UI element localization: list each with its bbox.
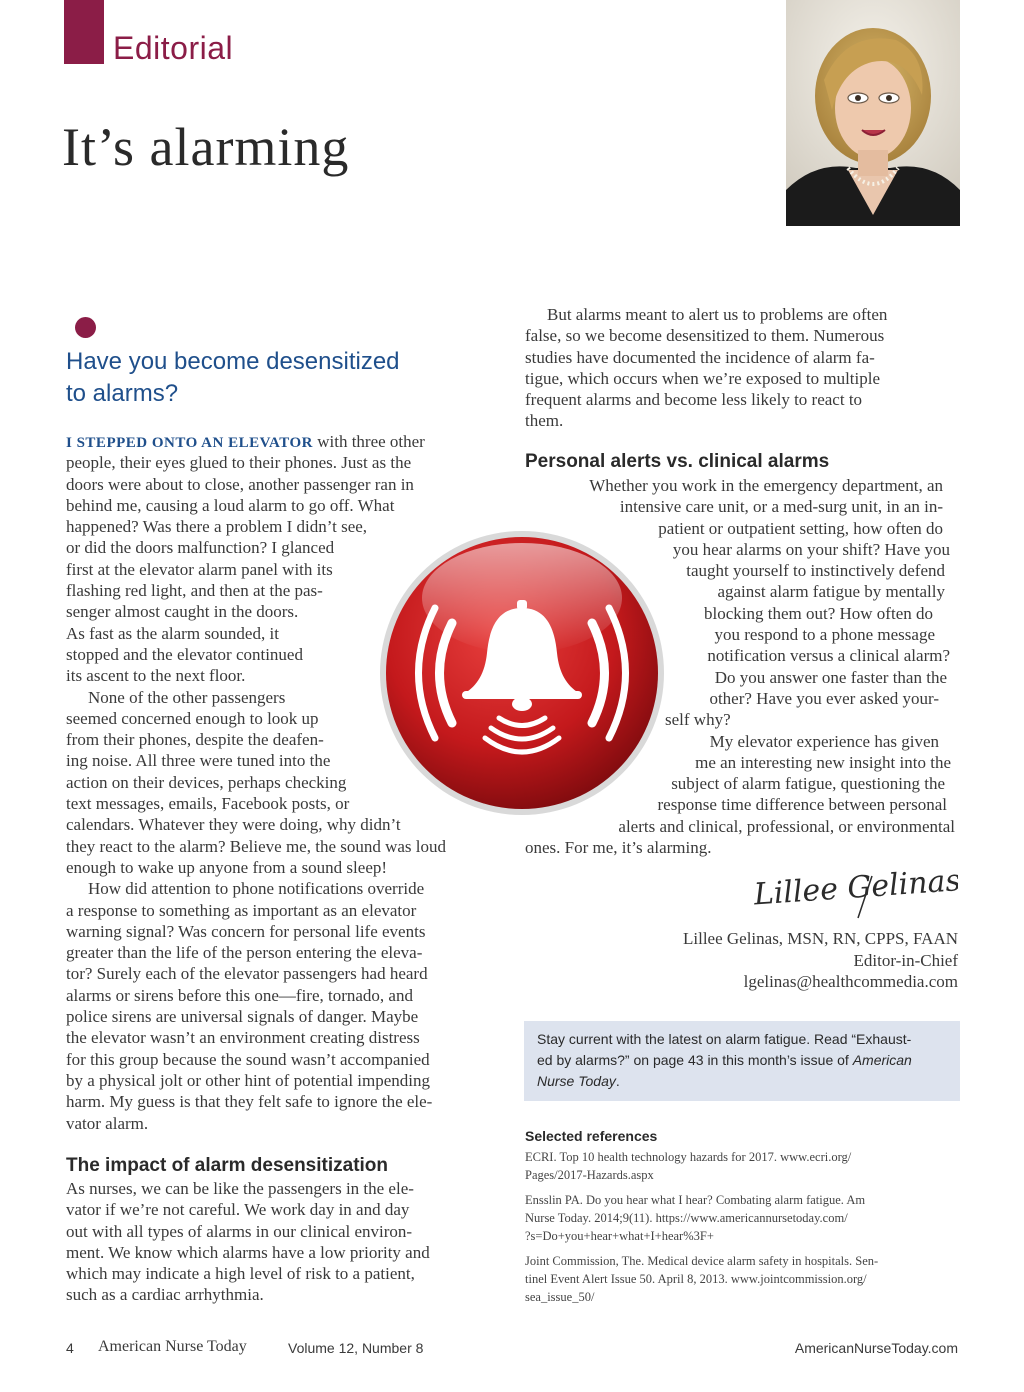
author-photo: [786, 0, 960, 226]
page-title: It’s alarming: [62, 117, 350, 177]
right-column-body: Whether you work in the emergency department, an intensive care unit, or a med-surg unit, in an in- patient or outpatient setting, how often do you hear alarms on your shift? Have you taught yourself to instinctively defend against alarm fatigue by mentally blocking them out? How often do you respond to a phone message notification versus a clinical alarm? Do you answer one faster than the other? Have you ever asked your- self why? My elevator experience has given me an interesting new insight into the subject of alarm fatigue, questioning the response time difference between personal alerts and clinical, professional, or environmental ones. For me, it’s alarming.: [525, 476, 955, 858]
deck-heading: Have you become desensitized to alarms?: [66, 348, 400, 407]
signature-text: Lillee Gelinas: [752, 863, 958, 913]
signature: [748, 858, 958, 928]
author-email[interactable]: lgelinas@healthcommedia.com: [743, 972, 958, 991]
author-role: Editor-in-Chief: [853, 950, 958, 970]
page-number: 4: [66, 1340, 74, 1356]
section-label: Editorial: [113, 30, 234, 66]
magazine-name: American Nurse Today: [98, 1338, 247, 1355]
reference-item: Ensslin PA. Do you hear what I hear? Combating alarm fatigue. Am Nurse Today. 2014;9(11). https://www.americannursetoday.com/ ?s=Do+you+hear+what+I+hear%3F+: [525, 1193, 866, 1243]
section-heading-impact: The impact of alarm desensitization: [66, 1155, 389, 1176]
alarm-bell-graphic: [377, 528, 667, 818]
website-link[interactable]: AmericanNurseToday.com: [794, 1340, 958, 1356]
author-byline: [683, 928, 958, 993]
section-dot: [75, 317, 96, 338]
reference-item: Joint Commission, The. Medical device alarm safety in hospitals. Sen- tinel Event Alert Issue 50. April 8, 2013. www.jointcommission.org/ sea_issue_50/: [525, 1254, 879, 1304]
right-column-intro: But alarms meant to alert us to problems are often false, so we become desensitized to them. Numerous studies have documented the incidence of alarm fa- tigue, which occurs when we’re exposed to multiple frequent alarms and become less likely to react to them.: [525, 305, 888, 431]
author-name: Lillee Gelinas, MSN, RN, CPPS, FAAN: [682, 929, 958, 948]
callout-text: Stay current with the latest on alarm fatigue. Read “Exhaust- ed by alarms?” on page 43 in this month’s issue of American Nurse Today.: [537, 1031, 912, 1089]
section-accent-bar: [64, 0, 104, 64]
reference-item: ECRI. Top 10 health technology hazards for 2017. www.ecri.org/ Pages/2017-Hazards.aspx: [525, 1150, 852, 1182]
lead-in: I STEPPED ONTO AN ELEVATOR: [66, 435, 313, 451]
left-column-continued: As nurses, we can be like the passengers in the ele- vator if we’re not careful. We work day in and day out with all types of alarms in our clinical environ- ment. We know which alarms have a low priority and which may indicate a high level of risk to a patient, such as a cardiac arrhythmia.: [66, 1179, 430, 1305]
references-heading: Selected references: [525, 1128, 658, 1144]
issue-info: Volume 12, Number 8: [288, 1340, 424, 1356]
section-heading-personal-alerts: Personal alerts vs. clinical alarms: [525, 451, 830, 472]
left-column: I STEPPED ONTO AN ELEVATOR with three other people, their eyes glued to their phones. Just as the doors were about to close, another passenger ran in behind me, causing a loud alarm to go off. What happened? Was there a problem I didn’t see, or did the doors malfunction? I glanced first at the elevator alarm panel with its flashing red light, and then at the pas- senger almost caught in the doors. As fast as the alarm sounded, it stopped and the elevator continued its ascent to the next floor. None of the other passengers seemed concerned enough to look up from their phones, despite the deafen- ing noise. All three were tuned into the action on their devices, perhaps checking text messages, emails, Facebook posts, or calendars. Whatever they were doing, why didn’t they react to the alarm? Believe me, the sound was loud enough to wake up anyone from a sound sleep! How did attention to phone notifications override a response to something as important as an elevator warning signal? Was concern for personal life events greater than the life of the person entering the eleva- tor? Surely each of the elevator passengers had heard alarms or sirens before this one—fire, tornado, and police sirens are universal signals of danger. Maybe the elevator wasn’t an environment creating distress for this group because the sound wasn’t accompanied by a physical jolt or other hint of potential impending harm. My guess is that they felt safe to ignore the ele- vator alarm.: [66, 432, 447, 1133]
